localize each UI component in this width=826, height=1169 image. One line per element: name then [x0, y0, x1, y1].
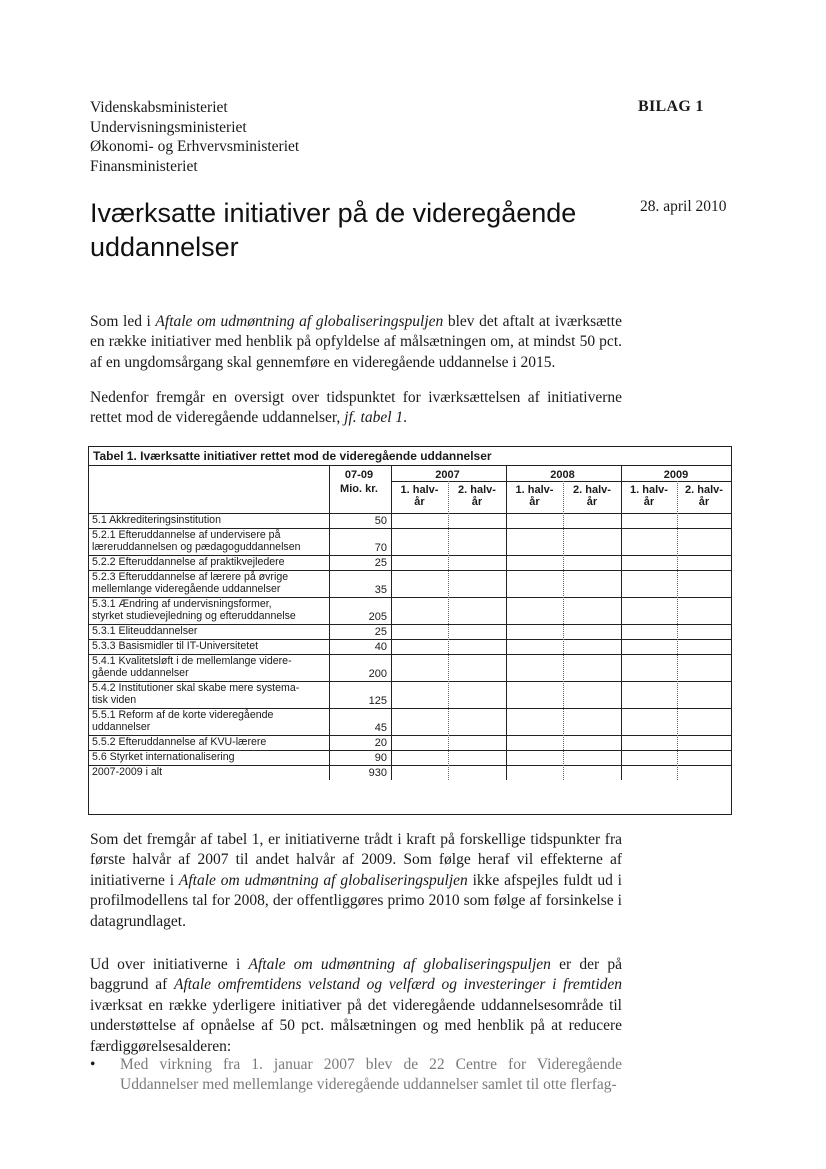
document-date: 28. april 2010: [640, 198, 727, 215]
table-row-value: 90: [374, 752, 387, 764]
ministry-line: Finansministeriet: [90, 157, 198, 175]
text-run: blev det aftalt at iværksætte en række initiativer med henblik på opfyldelse af målsætningen om, at mindst 50 pct. af en ungdomsårgang skal gennemføre en videregående uddannelse i 2015.: [90, 313, 622, 371]
table-row-label: 5.3.1 Ændring af undervisningsformer, styrket studievejledning og efteruddannelse: [92, 598, 296, 623]
table-row-label: 5.2.2 Efteruddannelse af praktikvejledere: [92, 556, 285, 568]
table-title: Tabel 1. Iværksatte initiativer rettet mod de videregående uddannelser: [93, 449, 492, 463]
table-row-label: 5.1 Akkrediteringsinstitution: [92, 514, 221, 526]
text-run: ikke afspejles fuldt ud i profilmodellens tal for 2008, der offentliggøres primo 2010 som følge af forsinkelse i datagrundlaget.: [90, 871, 622, 930]
table-row-value: 70: [374, 542, 387, 554]
header-half-year: 1. halv- år: [630, 484, 668, 508]
table-row-value: 25: [374, 557, 387, 569]
agreement-title: Aftale om udmøntning af globaliseringspuljen: [155, 313, 444, 330]
table-rule: [89, 465, 731, 466]
text-run: Som led i: [90, 313, 156, 330]
text-run: Som det fremgår af tabel 1, er initiativerne trådt i kraft på forskellige tidspunkter fra første halvår af 2007 til andet halvår af 2009. Som følge heraf vil effekterne af initiativerne i: [90, 831, 622, 889]
text-run: iværksat en række yderligere initiativer på det videregående uddannelsesområde til understøttelse af opnåelse af 50 pct. målsætningen og med henblik på at reducere færdiggørelsesalderen:: [90, 996, 622, 1055]
bullet-text: Med virkning fra 1. januar 2007 blev de 22 Centre for Videregående Uddannelser med mellemlange videregående uddannelser samlet til otte flerfag-: [120, 1056, 622, 1094]
header-half-year: 1. halv- år: [400, 484, 439, 508]
ministry-line: Økonomi- og Erhvervsministeriet: [90, 138, 300, 156]
table-row-value: 930: [368, 767, 387, 779]
ministry-line: Undervisningsministeriet: [90, 118, 247, 136]
overview-paragraph: [90, 388, 622, 429]
table-row-label: 5.4.1 Kvalitetsløft i de mellemlange videre- gående uddannelser: [92, 655, 292, 680]
header-half-year: 2. halv- år: [573, 484, 611, 508]
text-run: Ud over initiativerne i: [90, 956, 249, 973]
table-row-label: 5.2.3 Efteruddannelse af lærere på øvrige mellemlange videregående uddannelser: [92, 571, 289, 596]
table-column-rule: [391, 465, 392, 780]
bullet-item: [90, 1055, 630, 1096]
table-row-label: 5.3.1 Eliteuddannelser: [92, 625, 198, 637]
table-column-rule: [621, 465, 622, 780]
appendix-label: BILAG 1: [638, 98, 704, 115]
header-year-2009: 2009: [663, 469, 689, 481]
header-year-2008: 2008: [550, 469, 575, 481]
table-column-rule: [563, 481, 564, 780]
table-row-value: 40: [374, 641, 387, 653]
intro-paragraph: [90, 312, 622, 373]
text-run: er der på baggrund af: [90, 956, 622, 994]
initiatives-table: [88, 446, 732, 815]
effects-paragraph: [90, 830, 622, 932]
header-period: 07-09: [344, 469, 374, 481]
ministries-list: [90, 98, 299, 176]
table-reference: jf. tabel 1: [344, 409, 404, 427]
header-half-year: 2. halv- år: [458, 484, 496, 508]
document-title: Iværksatte initiativer på de videregående uddannelser: [90, 198, 577, 262]
bullet-dot-icon: •: [90, 1056, 96, 1073]
table-row-label: 5.5.1 Reform af de korte videregående uddannelser: [92, 709, 274, 734]
table-row-label: 5.6 Styrket internationalisering: [92, 751, 235, 763]
table-row-label: 5.3.3 Basismidler til IT-Universitetet: [92, 640, 259, 652]
table-row-value: 50: [374, 515, 387, 527]
text-run: .: [403, 409, 408, 427]
table-row-value: 20: [374, 737, 387, 749]
table-column-rule: [677, 481, 678, 780]
table-row-value: 25: [374, 626, 387, 638]
agreement-title: Aftale om udmøntning af globaliseringspuljen: [248, 956, 551, 973]
table-row-label: 2007-2009 i alt: [92, 766, 163, 778]
table-column-rule: [506, 465, 507, 780]
ministry-line: Videnskabsministeriet: [90, 99, 228, 116]
table-row-value: 45: [374, 722, 387, 734]
text-run: Nedenfor fremgår en oversigt over tidspunktet for iværksættelsen af initiativerne rettet mod de videregående uddannelser,: [90, 389, 622, 427]
agreement-title: Aftale omfremtidens velstand og velfærd og investeringer i fremtiden: [174, 976, 623, 994]
header-half-year: 1. halv- år: [515, 484, 554, 508]
additional-initiatives-paragraph: [90, 955, 622, 1057]
table-rule: [391, 481, 731, 482]
table-row-label: 5.2.1 Efteruddannelse af undervisere på læreruddannelsen og pædagoguddannelsen: [92, 529, 301, 554]
header-half-year: 2. halv- år: [685, 484, 723, 508]
table-row-value: 200: [368, 668, 387, 680]
table-row-label: 5.5.2 Efteruddannelse af KVU-lærere: [92, 736, 267, 748]
table-row-label: 5.4.2 Institutioner skal skabe mere systema- tisk viden: [92, 682, 300, 707]
header-year-2007: 2007: [435, 469, 460, 481]
agreement-title: Aftale om udmøntning af globaliseringspuljen: [178, 871, 468, 889]
table-row-value: 125: [368, 695, 387, 707]
header-unit: Mio. kr.: [340, 483, 378, 495]
table-column-rule: [448, 481, 449, 780]
table-row-value: 35: [374, 584, 387, 596]
table-row-value: 205: [368, 611, 387, 623]
